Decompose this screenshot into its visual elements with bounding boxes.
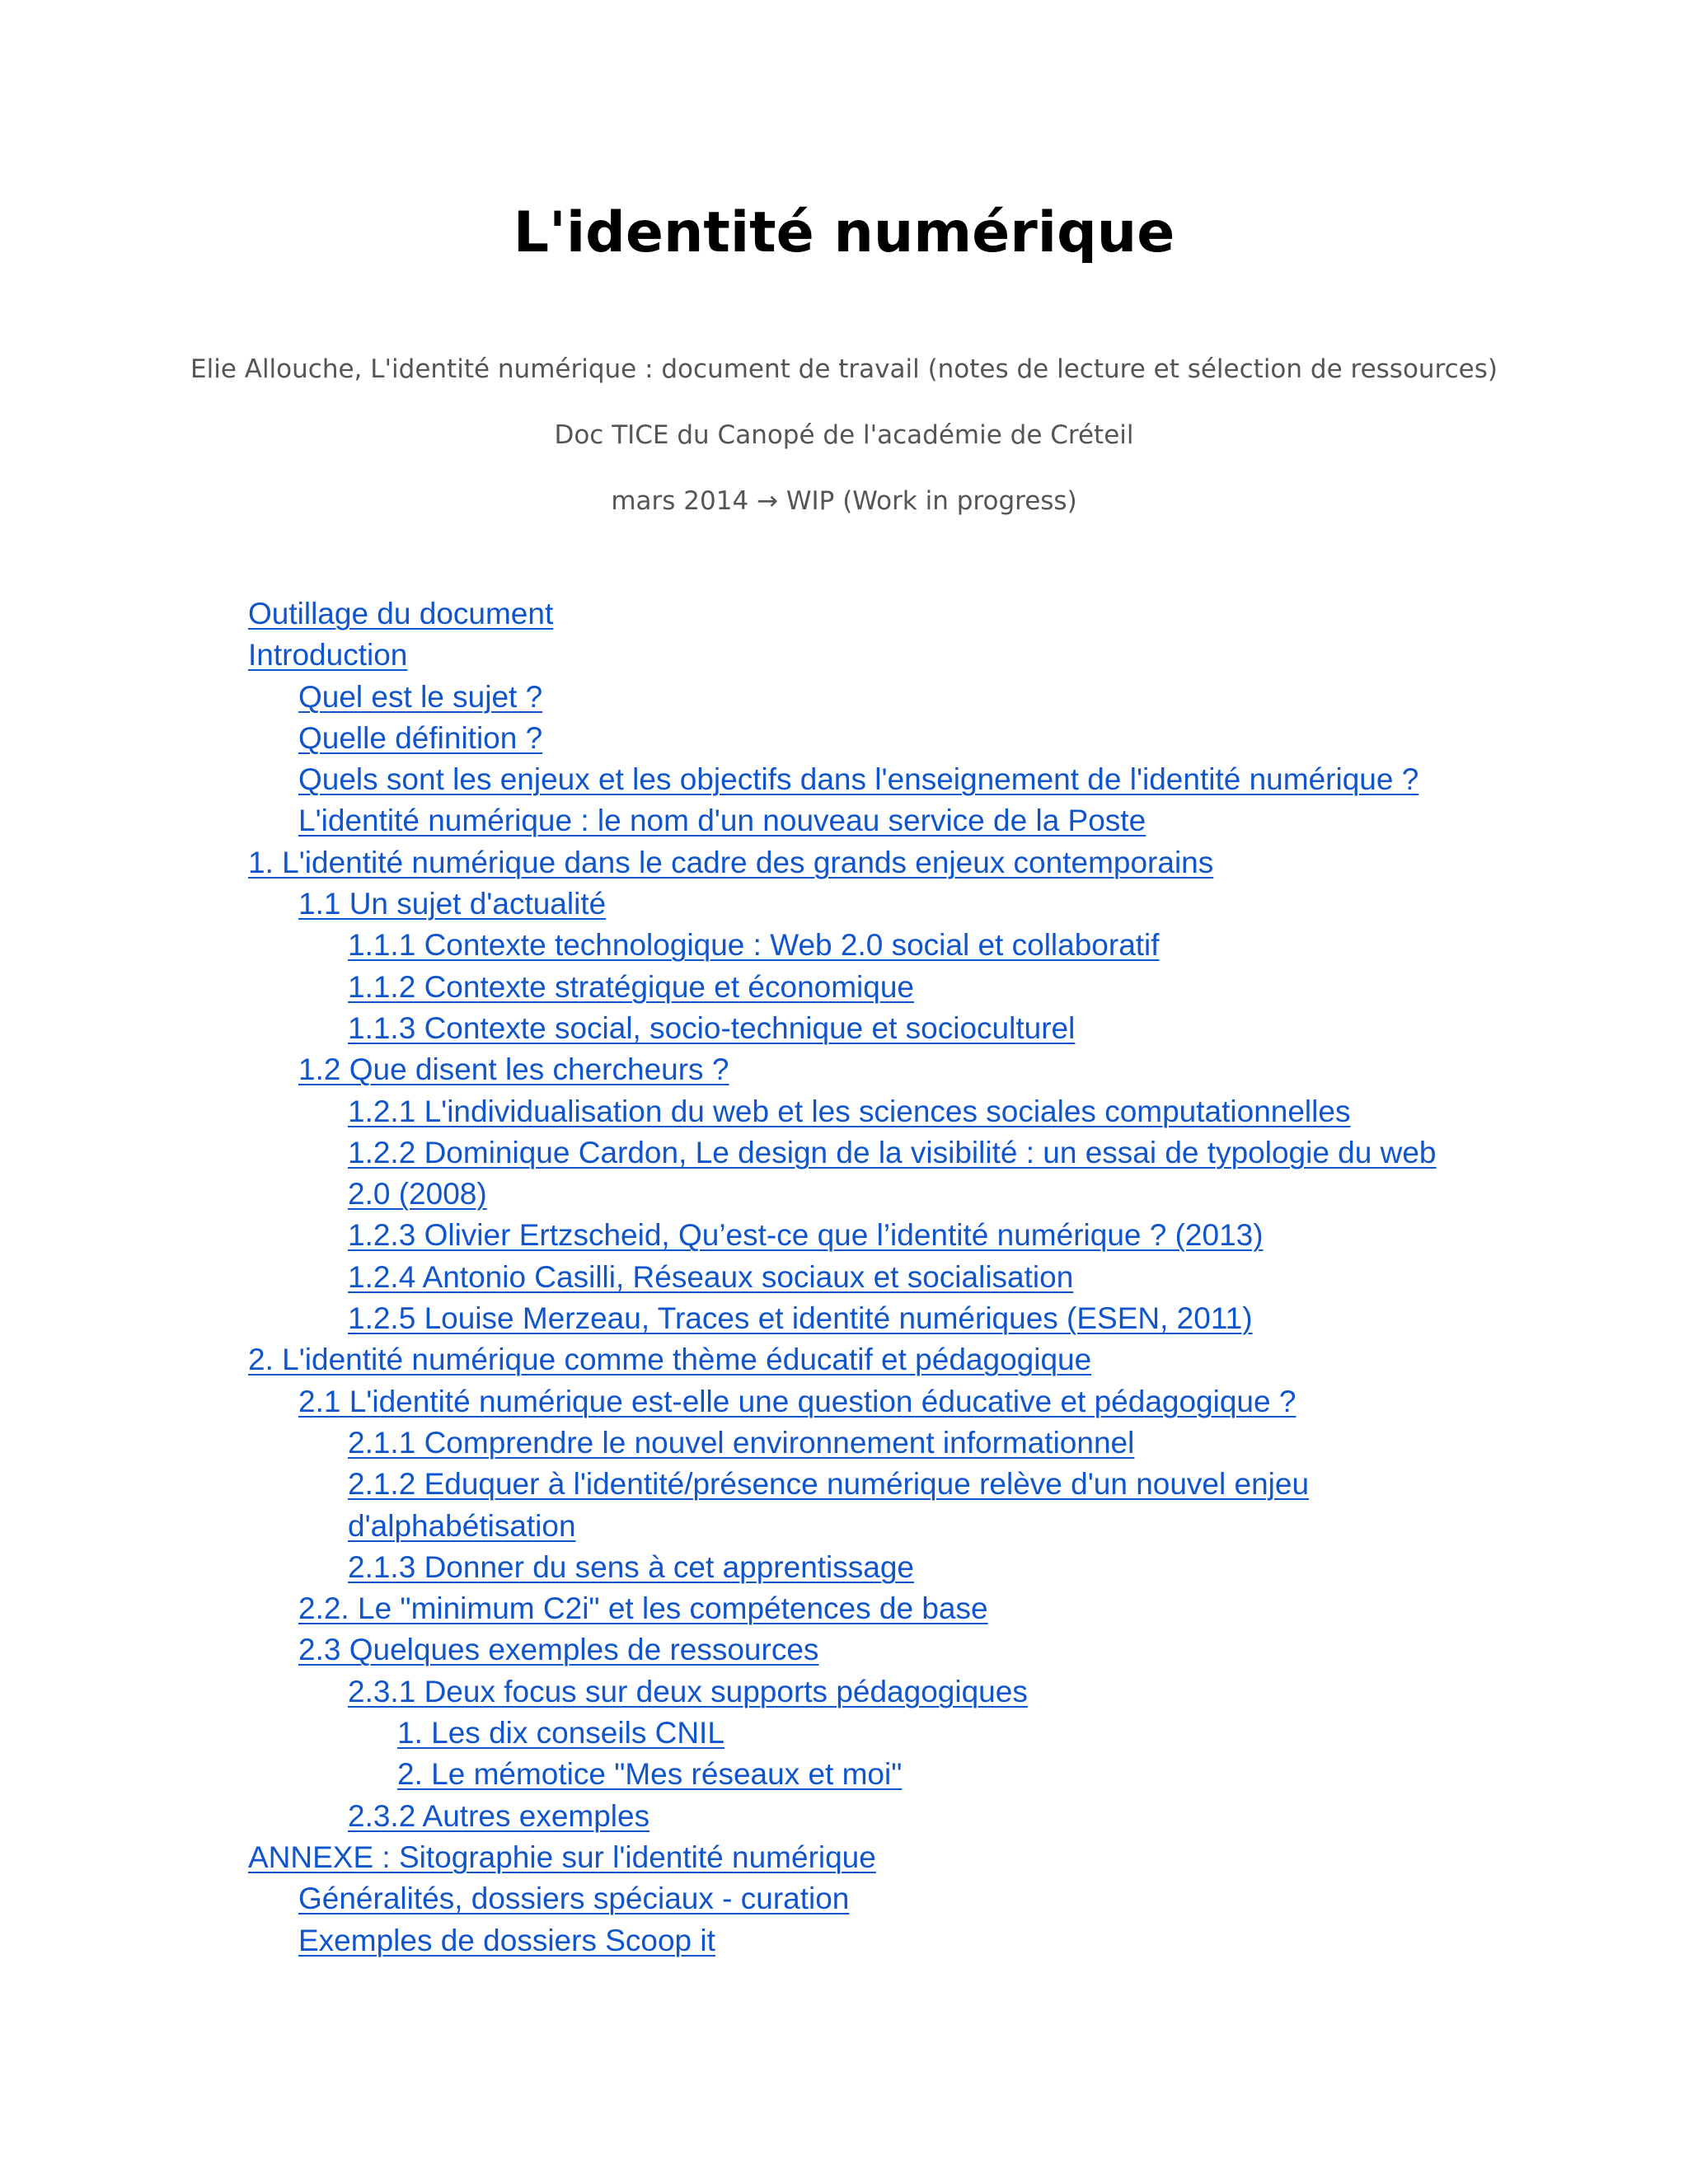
table-of-contents bbox=[248, 593, 1484, 1961]
toc-item bbox=[248, 1422, 1484, 1464]
toc-link[interactable]: 2.1 L'identité numérique est-elle une question éducative et pédagogique ? bbox=[298, 1384, 1296, 1418]
organization-line: Doc TICE du Canopé de l'académie de Créteil bbox=[554, 420, 1134, 450]
toc-link[interactable]: 1.2.2 Dominique Cardon, Le design de la visibilité : un essai de typologie du web 2.0 (2008) bbox=[348, 1135, 1437, 1212]
toc-item bbox=[248, 1713, 1484, 1754]
toc-link[interactable]: 1.2.3 Olivier Ertzscheid, Qu’est-ce que l’identité numérique ? (2013) bbox=[348, 1218, 1264, 1253]
toc-item bbox=[248, 1754, 1484, 1795]
toc-link[interactable]: 1.1 Un sujet d'actualité bbox=[298, 887, 607, 921]
toc-item bbox=[248, 1837, 1484, 1878]
toc-link[interactable]: ANNEXE : Sitographie sur l'identité numérique bbox=[248, 1840, 876, 1874]
toc-link[interactable]: 1.2.1 L'individualisation du web et les sciences sociales computationnelles bbox=[348, 1094, 1351, 1128]
toc-link[interactable]: 1.1.3 Contexte social, socio-technique et socioculturel bbox=[348, 1010, 1076, 1045]
toc-item bbox=[248, 1920, 1484, 1961]
toc-item bbox=[248, 1464, 1484, 1547]
toc-link[interactable]: 2.3.2 Autres exemples bbox=[348, 1798, 650, 1833]
toc-item bbox=[248, 759, 1484, 800]
toc-link[interactable]: 2.1.1 Comprendre le nouvel environnement informationnel bbox=[348, 1425, 1135, 1460]
toc-link[interactable]: 2. Le mémotice "Mes réseaux et moi" bbox=[397, 1757, 903, 1792]
toc-item bbox=[248, 967, 1484, 1008]
toc-item bbox=[248, 1878, 1484, 1919]
toc-item bbox=[248, 718, 1484, 759]
toc-link[interactable]: 1.2.5 Louise Merzeau, Traces et identité numériques (ESEN, 2011) bbox=[348, 1301, 1253, 1336]
toc-item bbox=[248, 593, 1484, 635]
toc-item bbox=[248, 1339, 1484, 1380]
toc-link[interactable]: 1.2.4 Antonio Casilli, Réseaux sociaux et socialisation bbox=[348, 1259, 1074, 1294]
toc-item bbox=[248, 1091, 1484, 1132]
toc-item bbox=[248, 842, 1484, 883]
toc-item bbox=[248, 1215, 1484, 1256]
toc-item bbox=[248, 1671, 1484, 1713]
author-line: Elie Allouche, L'identité numérique : document de travail (notes de lecture et sélection de ressources) bbox=[190, 354, 1498, 384]
toc-item bbox=[248, 1629, 1484, 1671]
toc-link[interactable]: 1.2 Que disent les chercheurs ? bbox=[298, 1052, 729, 1087]
document-title: L'identité numérique bbox=[513, 200, 1175, 265]
toc-link[interactable]: Exemples de dossiers Scoop it bbox=[298, 1923, 715, 1957]
toc-link[interactable]: Quelle définition ? bbox=[298, 720, 543, 755]
toc-item bbox=[248, 1547, 1484, 1588]
toc-item bbox=[248, 925, 1484, 966]
toc-link[interactable]: Généralités, dossiers spéciaux - curation bbox=[298, 1882, 850, 1916]
toc-item bbox=[248, 677, 1484, 718]
toc-link[interactable]: 2.3 Quelques exemples de ressources bbox=[298, 1633, 819, 1667]
toc-link[interactable]: 2.2. Le "minimum C2i" et les compétences de base bbox=[298, 1591, 988, 1626]
toc-link[interactable]: 2.3.1 Deux focus sur deux supports pédagogiques bbox=[348, 1674, 1028, 1708]
toc-link[interactable]: 2.1.2 Eduquer à l'identité/présence numérique relève d'un nouvel enjeu d'alphabétisation bbox=[348, 1467, 1310, 1543]
toc-item bbox=[248, 800, 1484, 841]
toc-item bbox=[248, 635, 1484, 676]
toc-item bbox=[248, 1381, 1484, 1422]
toc-link[interactable]: 1.1.1 Contexte technologique : Web 2.0 social et collaboratif bbox=[348, 928, 1160, 963]
toc-item bbox=[248, 1298, 1484, 1339]
toc-link[interactable]: 2. L'identité numérique comme thème éducatif et pédagogique bbox=[248, 1343, 1092, 1377]
toc-link[interactable]: 1.1.2 Contexte stratégique et économique bbox=[348, 969, 915, 1004]
toc-item bbox=[248, 1049, 1484, 1090]
toc-link[interactable]: Introduction bbox=[248, 638, 408, 673]
toc-item bbox=[248, 883, 1484, 925]
toc-item bbox=[248, 1588, 1484, 1629]
toc-link[interactable]: L'identité numérique : le nom d'un nouveau service de la Poste bbox=[298, 804, 1146, 838]
toc-item bbox=[248, 1257, 1484, 1298]
toc-link[interactable]: Outillage du document bbox=[248, 597, 554, 630]
toc-link[interactable]: Quels sont les enjeux et les objectifs dans l'enseignement de l'identité numérique ? bbox=[298, 762, 1419, 797]
toc-link[interactable]: Quel est le sujet ? bbox=[298, 679, 543, 714]
toc-link[interactable]: 2.1.3 Donner du sens à cet apprentissage bbox=[348, 1549, 915, 1584]
toc-link[interactable]: 1. L'identité numérique dans le cadre des grands enjeux contemporains bbox=[248, 845, 1214, 879]
date-line: mars 2014 → WIP (Work in progress) bbox=[611, 486, 1077, 516]
toc-item bbox=[248, 1796, 1484, 1837]
toc-link[interactable]: 1. Les dix conseils CNIL bbox=[397, 1716, 724, 1750]
toc-item bbox=[248, 1008, 1484, 1049]
toc-item bbox=[248, 1132, 1484, 1216]
